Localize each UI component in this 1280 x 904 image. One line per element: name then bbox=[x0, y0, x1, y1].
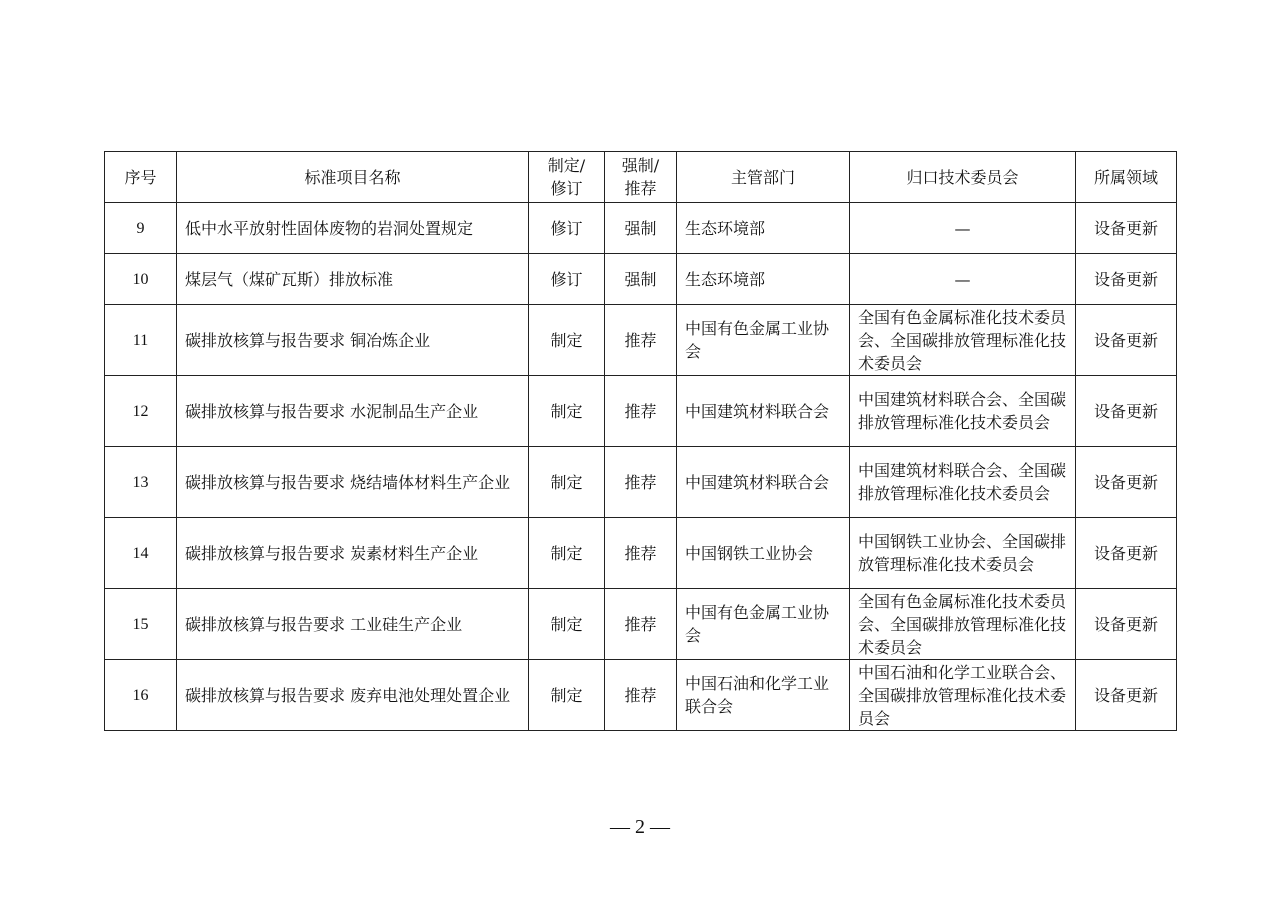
table-row bbox=[105, 305, 1177, 376]
cell-field: 设备更新 bbox=[1076, 203, 1177, 254]
cell-dept: 生态环境部 bbox=[677, 254, 850, 305]
cell-committee: — bbox=[850, 254, 1076, 305]
header-nature-line1: 强制/ bbox=[621, 156, 660, 175]
cell-nature: 推荐 bbox=[605, 660, 677, 731]
cell-dept: 中国建筑材料联合会 bbox=[677, 447, 850, 518]
cell-name: 碳排放核算与报告要求 烧结墙体材料生产企业 bbox=[177, 447, 529, 518]
cell-committee: 全国有色金属标准化技术委员会、全国碳排放管理标准化技术委员会 bbox=[850, 305, 1076, 376]
cell-type: 修订 bbox=[529, 203, 605, 254]
header-type-line1: 制定/ bbox=[547, 156, 586, 175]
header-seq: 序号 bbox=[105, 152, 177, 203]
cell-seq: 16 bbox=[105, 660, 177, 731]
cell-field: 设备更新 bbox=[1076, 447, 1177, 518]
cell-name: 碳排放核算与报告要求 炭素材料生产企业 bbox=[177, 518, 529, 589]
cell-dept: 中国有色金属工业协会 bbox=[677, 305, 850, 376]
cell-seq: 9 bbox=[105, 203, 177, 254]
cell-nature: 推荐 bbox=[605, 589, 677, 660]
cell-nature: 推荐 bbox=[605, 518, 677, 589]
cell-type: 制定 bbox=[529, 589, 605, 660]
cell-name: 碳排放核算与报告要求 水泥制品生产企业 bbox=[177, 376, 529, 447]
cell-nature: 推荐 bbox=[605, 447, 677, 518]
cell-dept: 中国钢铁工业协会 bbox=[677, 518, 850, 589]
table-row bbox=[105, 518, 1177, 589]
cell-seq: 11 bbox=[105, 305, 177, 376]
cell-type: 制定 bbox=[529, 447, 605, 518]
cell-field: 设备更新 bbox=[1076, 589, 1177, 660]
cell-name: 碳排放核算与报告要求 废弃电池处理处置企业 bbox=[177, 660, 529, 731]
cell-name: 低中水平放射性固体废物的岩洞处置规定 bbox=[177, 203, 529, 254]
page-number: — 2 — bbox=[610, 816, 670, 838]
cell-field: 设备更新 bbox=[1076, 660, 1177, 731]
cell-name: 煤层气（煤矿瓦斯）排放标准 bbox=[177, 254, 529, 305]
cell-type: 制定 bbox=[529, 305, 605, 376]
cell-committee: 中国钢铁工业协会、全国碳排放管理标准化技术委员会 bbox=[850, 518, 1076, 589]
table-row bbox=[105, 589, 1177, 660]
cell-field: 设备更新 bbox=[1076, 254, 1177, 305]
cell-dept: 中国石油和化学工业联合会 bbox=[677, 660, 850, 731]
cell-name: 碳排放核算与报告要求 工业硅生产企业 bbox=[177, 589, 529, 660]
cell-committee: 全国有色金属标准化技术委员会、全国碳排放管理标准化技术委员会 bbox=[850, 589, 1076, 660]
cell-nature: 强制 bbox=[605, 254, 677, 305]
cell-field: 设备更新 bbox=[1076, 518, 1177, 589]
cell-type: 制定 bbox=[529, 518, 605, 589]
table-row bbox=[105, 203, 1177, 254]
cell-seq: 15 bbox=[105, 589, 177, 660]
table-row bbox=[105, 660, 1177, 731]
cell-field: 设备更新 bbox=[1076, 305, 1177, 376]
table-row bbox=[105, 254, 1177, 305]
cell-seq: 14 bbox=[105, 518, 177, 589]
cell-dept: 中国有色金属工业协会 bbox=[677, 589, 850, 660]
header-field: 所属领域 bbox=[1076, 152, 1177, 203]
table-row bbox=[105, 447, 1177, 518]
header-committee: 归口技术委员会 bbox=[850, 152, 1076, 203]
cell-type: 制定 bbox=[529, 660, 605, 731]
cell-dept: 中国建筑材料联合会 bbox=[677, 376, 850, 447]
header-type-line2: 修订 bbox=[550, 179, 583, 198]
standards-table bbox=[104, 151, 1177, 731]
cell-name: 碳排放核算与报告要求 铜冶炼企业 bbox=[177, 305, 529, 376]
table-header-row bbox=[105, 152, 1177, 203]
table-row bbox=[105, 376, 1177, 447]
header-nature-line2: 推荐 bbox=[624, 179, 657, 198]
cell-nature: 推荐 bbox=[605, 376, 677, 447]
cell-committee: 中国建筑材料联合会、全国碳排放管理标准化技术委员会 bbox=[850, 376, 1076, 447]
header-type bbox=[529, 152, 605, 203]
cell-nature: 推荐 bbox=[605, 305, 677, 376]
cell-seq: 12 bbox=[105, 376, 177, 447]
cell-type: 修订 bbox=[529, 254, 605, 305]
header-name: 标准项目名称 bbox=[177, 152, 529, 203]
cell-seq: 10 bbox=[105, 254, 177, 305]
cell-committee: — bbox=[850, 203, 1076, 254]
cell-nature: 强制 bbox=[605, 203, 677, 254]
cell-type: 制定 bbox=[529, 376, 605, 447]
cell-seq: 13 bbox=[105, 447, 177, 518]
cell-committee: 中国石油和化学工业联合会、全国碳排放管理标准化技术委员会 bbox=[850, 660, 1076, 731]
header-nature bbox=[605, 152, 677, 203]
header-dept: 主管部门 bbox=[677, 152, 850, 203]
cell-field: 设备更新 bbox=[1076, 376, 1177, 447]
cell-committee: 中国建筑材料联合会、全国碳排放管理标准化技术委员会 bbox=[850, 447, 1076, 518]
cell-dept: 生态环境部 bbox=[677, 203, 850, 254]
